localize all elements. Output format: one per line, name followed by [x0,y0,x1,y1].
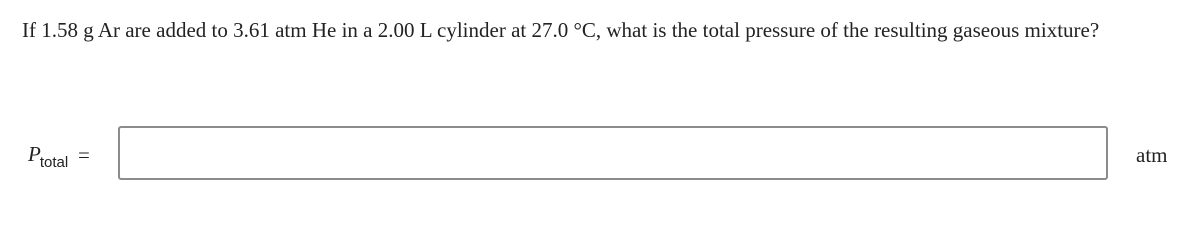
answer-input[interactable] [118,126,1108,180]
equals-sign: = [78,143,90,167]
question-text: If 1.58 g Ar are added to 3.61 atm He in a 2.00 L cylinder at 27.0 °C, what is the total pressure of the resulting gaseous mixture? [22,18,1100,42]
variable-symbol: P [28,142,41,166]
answer-row [0,126,1200,180]
variable-label [28,142,69,171]
unit-label: atm [1136,143,1168,167]
variable-subscript: total [39,154,69,171]
